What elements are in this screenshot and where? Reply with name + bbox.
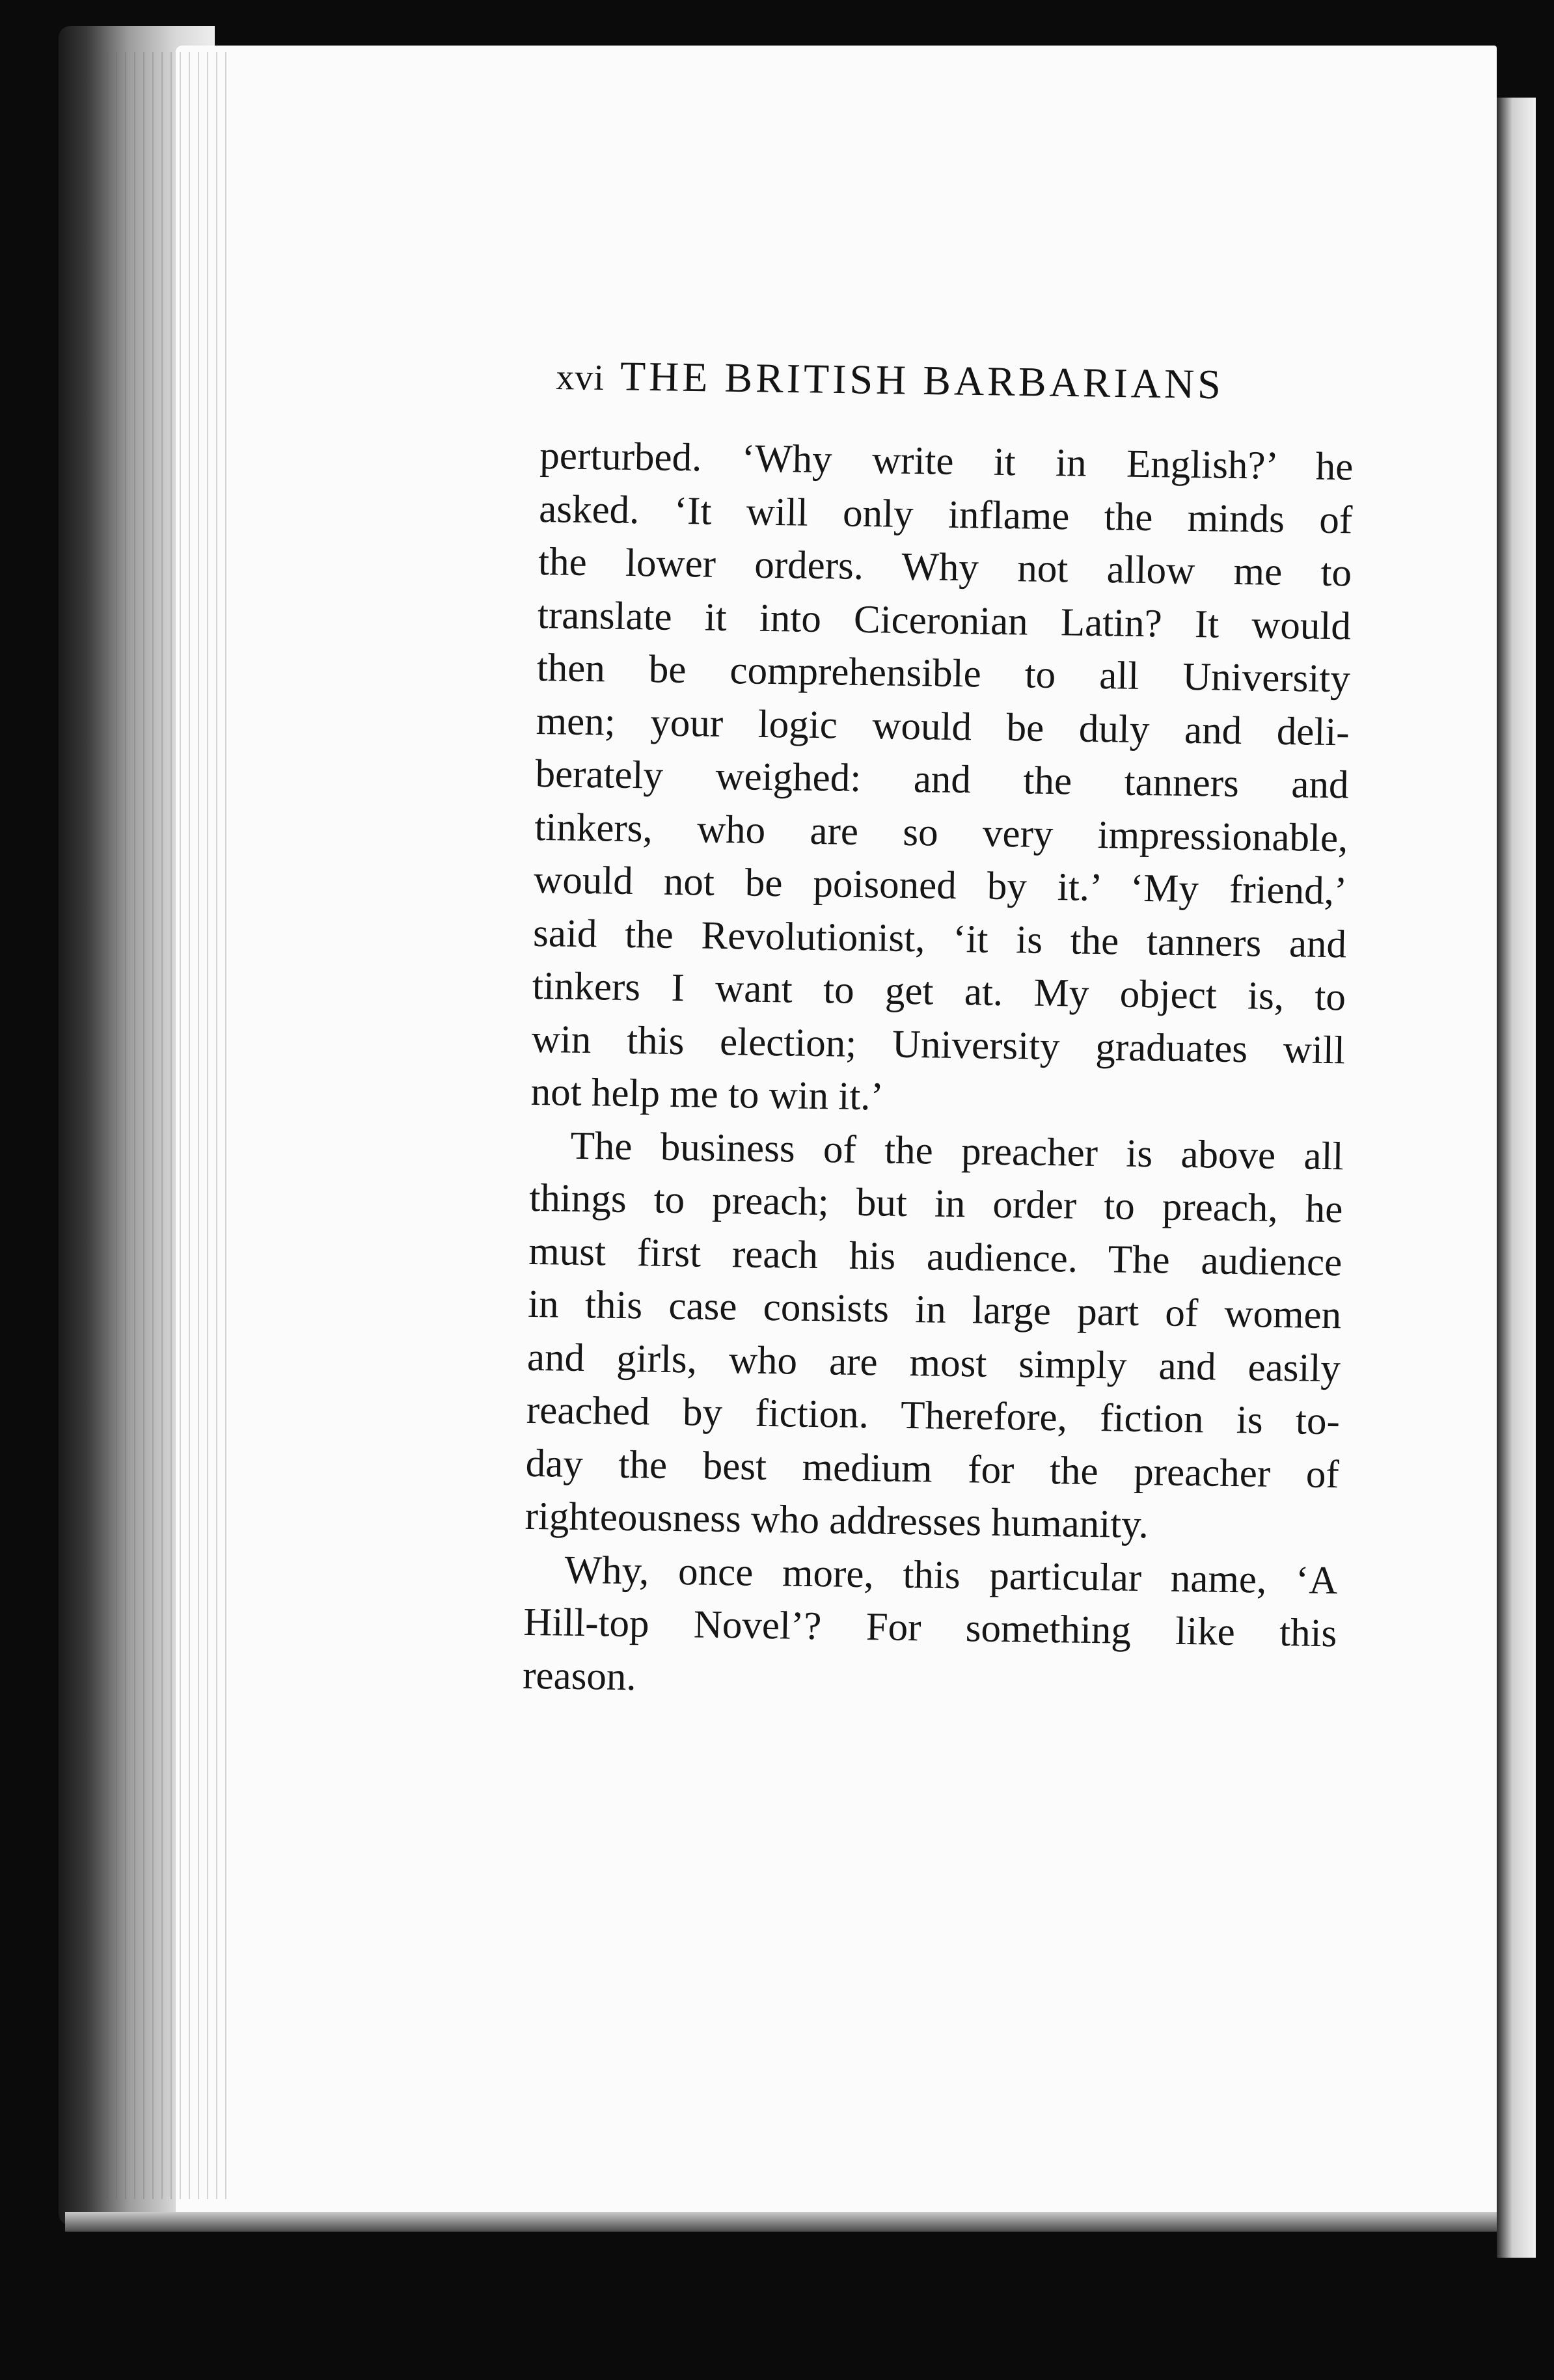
page-edge-texture bbox=[98, 52, 228, 2199]
text-line: must first reach his audience. The audience bbox=[528, 1229, 1343, 1284]
text-body bbox=[523, 429, 1354, 1713]
text-line: The business of the preacher is above all bbox=[570, 1124, 1344, 1178]
page-bottom-edge bbox=[65, 2212, 1497, 2232]
book-title: THE BRITISH BARBARIANS bbox=[620, 353, 1225, 408]
text-line: translate it into Ciceronian Latin? It would bbox=[537, 593, 1352, 648]
text-line: not help me to win it.’ bbox=[530, 1070, 884, 1119]
text-line: day the best medium for the preacher of bbox=[525, 1441, 1340, 1496]
text-line: would not be poisoned by it.’ ‘My friend,’ bbox=[533, 858, 1348, 913]
text-line: and girls, who are most simply and easily bbox=[526, 1335, 1341, 1390]
text-line: tinkers, who are so very impressionable, bbox=[534, 805, 1348, 860]
next-page-edge bbox=[1497, 98, 1536, 2258]
text-line: Why, once more, this particular name, ‘A bbox=[564, 1548, 1338, 1602]
text-line: tinkers I want to get at. My object is, to bbox=[532, 964, 1346, 1020]
text-line: Hill-top Novel’? For something like this bbox=[523, 1600, 1337, 1656]
text-line: righteousness who addresses humanity. bbox=[525, 1494, 1149, 1547]
text-line: reason. bbox=[522, 1653, 637, 1699]
text-line: perturbed. ‘Why write it in English?’ he bbox=[539, 433, 1354, 489]
text-line: win this election; University graduates will bbox=[531, 1017, 1346, 1072]
text-line: berately weighed: and the tanners and bbox=[535, 751, 1349, 807]
text-line: the lower orders. Why not allow me to bbox=[538, 539, 1352, 595]
text-line: men; your logic would be duly and deli- bbox=[536, 699, 1350, 754]
text-line: said the Revolutionist, ‘it is the tanners and bbox=[532, 911, 1347, 966]
text-line: in this case consists in large part of women bbox=[527, 1282, 1342, 1338]
text-line: then be comprehensible to all University bbox=[536, 645, 1351, 701]
text-line: reached by fiction. Therefore, fiction is to- bbox=[526, 1388, 1341, 1444]
text-line: asked. ‘It will only inflame the minds of bbox=[538, 487, 1353, 542]
text-line: things to preach; but in order to preach, he bbox=[529, 1176, 1343, 1232]
page-number: xvi bbox=[556, 357, 605, 399]
